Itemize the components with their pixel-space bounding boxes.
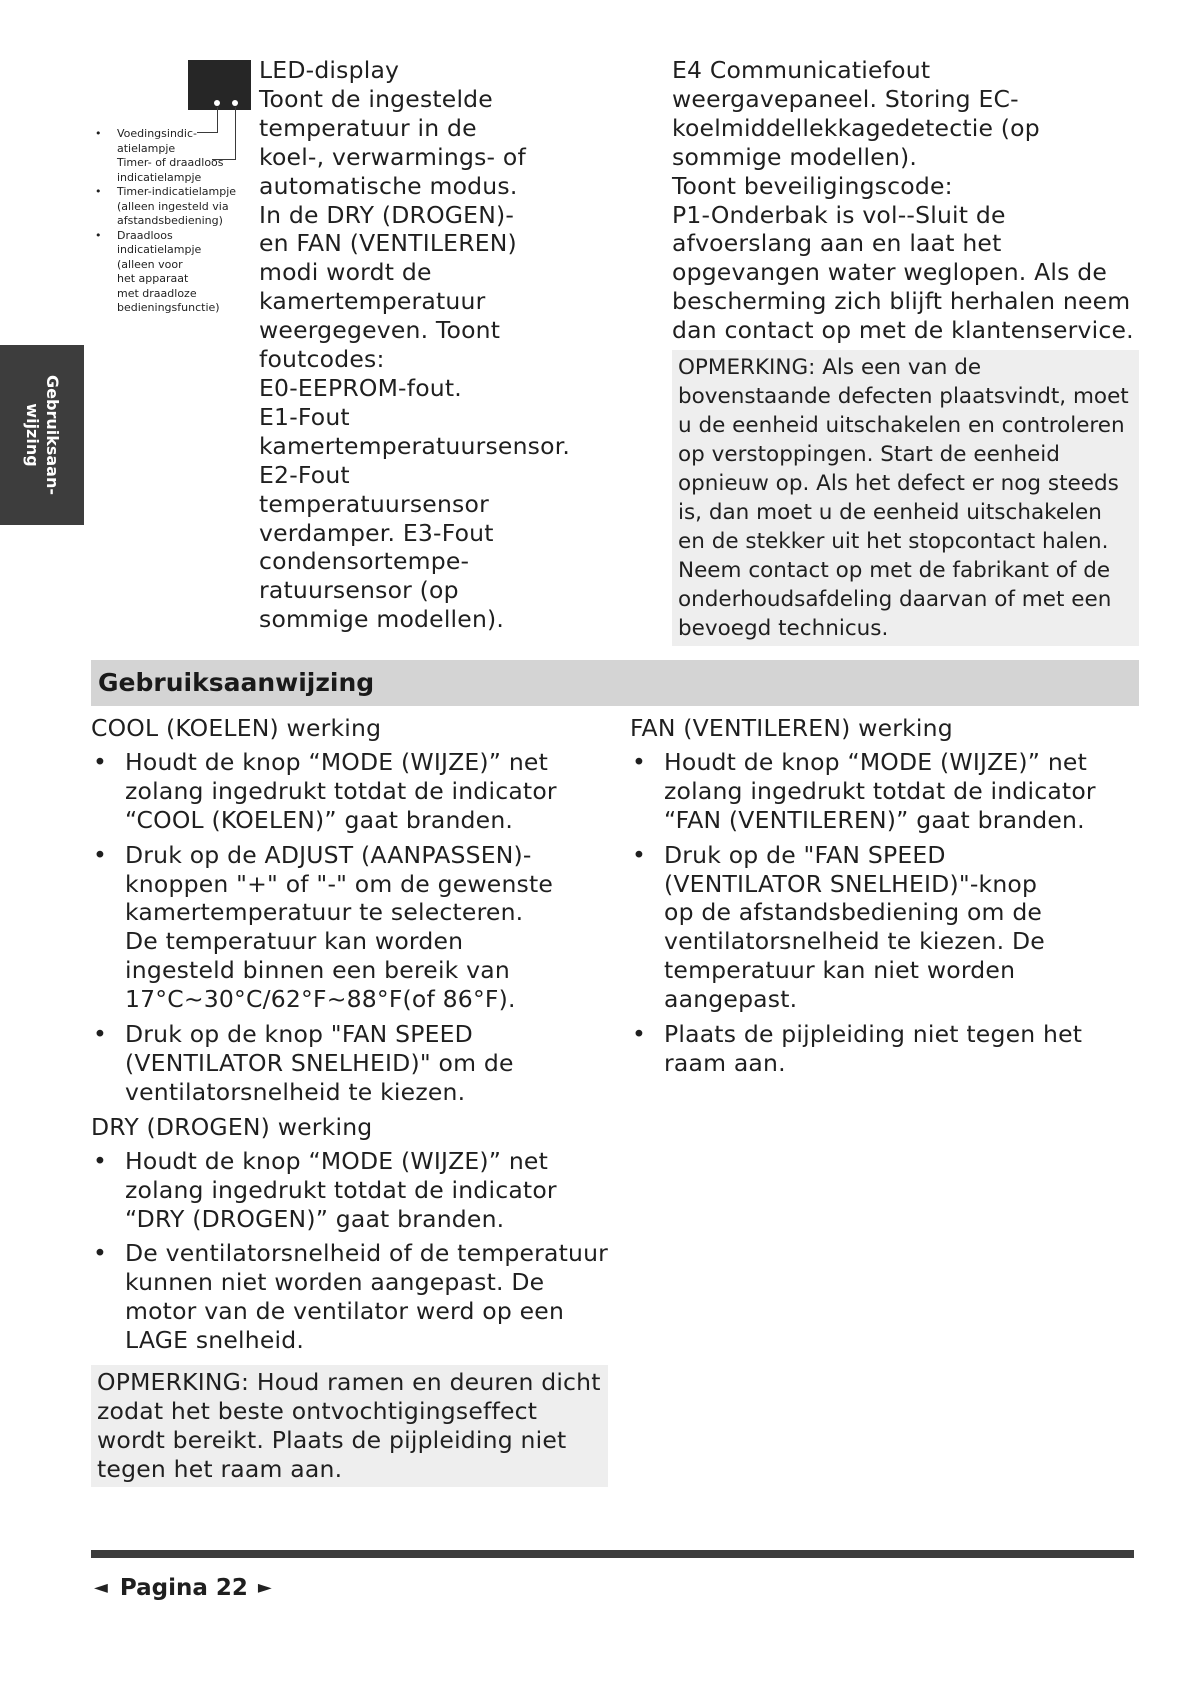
right-column xyxy=(630,714,1150,1084)
side-tab-label: Gebruiksaan- wijzing xyxy=(23,375,62,495)
error-codes-text: E4 Communicatiefout weergavepaneel. Storing EC- koelmiddellekkagedetectie (op sommige modellen). Toont beveiligingscode: P1-Onderbak is vol--Sluit de afvoerslang aan en laat het opgevangen water weglopen. Als de bescherming zich blijft herhalen neem dan contact op met de klantenservice. xyxy=(672,56,1134,345)
list-item: • Druk op de ADJUST (AANPASSEN)- knoppen "+" of "-" om de gewenste kamertemperatuur te selecteren. De temperatuur kan worden ingesteld binnen een bereik van 17°C~30°C/62°F~88°F(of 86°F). xyxy=(93,840,554,1014)
dry-bullet-list xyxy=(91,1147,611,1355)
list-item: • Druk op de knop "FAN SPEED (VENTILATOR SNELHEID)" om de ventilatorsnelheid te kiezen. xyxy=(93,1020,514,1106)
led-dot-indicator xyxy=(214,100,220,106)
dry-note-box: OPMERKING: Houd ramen en deuren dicht zodat het beste ontvochtigingseffect wordt bereikt. Plaats de pijpleiding niet tegen het raam aan. xyxy=(91,1365,608,1487)
led-dot-indicator xyxy=(232,100,238,106)
cool-heading: COOL (KOELEN) werking xyxy=(91,714,382,742)
page-navigation xyxy=(94,1573,272,1603)
prev-page-arrow-icon[interactable]: ◄ xyxy=(94,1577,108,1598)
next-page-arrow-icon[interactable]: ► xyxy=(257,1577,272,1598)
cool-bullet-list xyxy=(91,748,611,1107)
led-display-illustration xyxy=(188,60,251,110)
fan-bullet-list xyxy=(630,748,1150,1078)
list-item: • Houdt de knop “MODE (WIJZE)” net zolang ingedrukt totdat de indicator “DRY (DROGEN)” gaat branden. xyxy=(93,1146,557,1233)
led-display-description: LED-display Toont de ingestelde temperatuur in de koel-, verwarmings- of automatische modus. In de DRY (DROGEN)- en FAN (VENTILEREN) modi wordt de kamertemperatuur weergegeven. Toont foutcodes: E0-EEPROM-fout. E1-Fout kamertemperatuursensor. E2-Fout temperatuursensor verdamper. E3-Fout condensortempe- ratuursensor (op sommige modellen). xyxy=(259,56,571,634)
fan-heading: FAN (VENTILEREN) werking xyxy=(630,714,953,742)
dry-heading: DRY (DROGEN) werking xyxy=(91,1112,373,1141)
list-item: • De ventilatorsnelheid of de temperatuur kunnen niet worden aangepast. De motor van de ventilator werd op een LAGE snelheid. xyxy=(93,1239,609,1355)
list-item: • Houdt de knop “MODE (WIJZE)” net zolang ingedrukt totdat de indicator “COOL (KOELEN)” gaat branden. xyxy=(93,747,557,834)
indicator-legend xyxy=(95,127,255,316)
side-section-tab xyxy=(0,345,84,525)
list-item: • Plaats de pijpleiding niet tegen het raam aan. xyxy=(632,1020,1083,1077)
indicator-legend-item: • Timer-indicatielampje (alleen ingesteld via afstandsbediening) xyxy=(95,185,237,227)
page-number: Pagina 22 xyxy=(119,1575,248,1601)
left-column xyxy=(91,714,611,1361)
section-title: Gebruiksaanwijzing xyxy=(98,668,375,697)
list-item: • Houdt de knop “MODE (WIJZE)” net zolang ingedrukt totdat de indicator “FAN (VENTILEREN)” gaat branden. xyxy=(632,747,1096,834)
defect-note-box: OPMERKING: Als een van de bovenstaande defecten plaatsvindt, moet u de eenheid uitschakelen en controleren op verstoppingen. Start de eenheid opnieuw op. Als het defect er nog steeds is, dan moet u de eenheid uitschakelen en de stekker uit het stopcontact halen. Neem contact op met de fabrikant of de onderhoudsafdeling daarvan of met een bevoegd technicus. xyxy=(672,350,1139,646)
indicator-legend-item: • Voedingsindic- atielampje Timer- of draadloos indicatielampje xyxy=(95,127,224,184)
section-header xyxy=(91,660,1139,706)
footer-divider xyxy=(91,1550,1134,1558)
indicator-legend-item: • Draadloos indicatielampje (alleen voor het apparaat met draadloze bedieningsfunctie) xyxy=(95,228,220,314)
list-item: • Druk op de "FAN SPEED (VENTILATOR SNELHEID)"-knop op de afstandsbediening om de ventilatorsnelheid te kiezen. De temperatuur kan niet worden aangepast. xyxy=(632,840,1045,1014)
